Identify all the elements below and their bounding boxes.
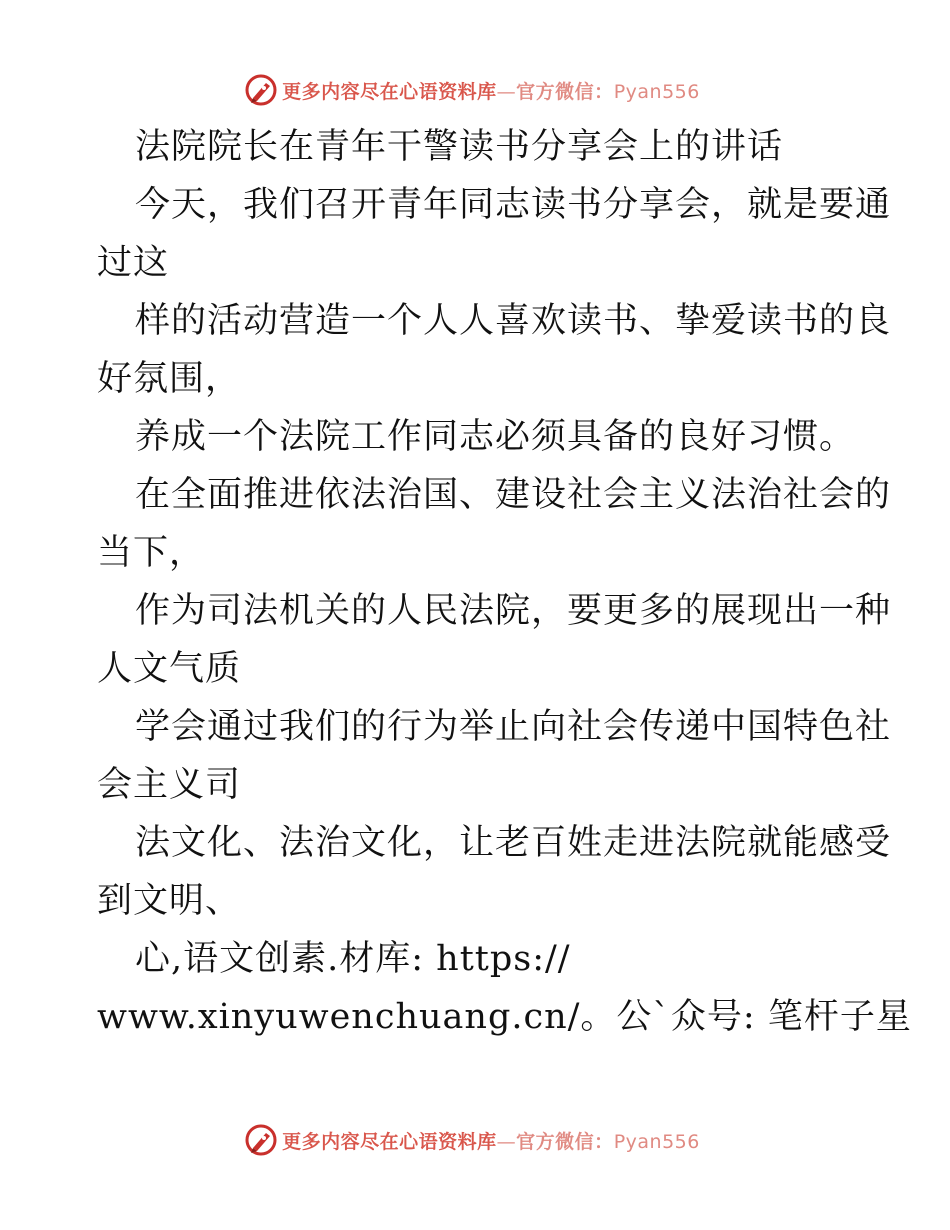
footer-banner-content	[244, 1123, 700, 1157]
paragraph-line: 在全面推进依法治国、建设社会主义法治社会的	[135, 475, 892, 515]
paragraph-line: 法文化、法治文化，让老百姓走进法院就能感受	[135, 823, 892, 863]
footer-banner-text	[282, 1127, 700, 1154]
paragraph-line: 当下，	[97, 533, 206, 573]
paragraph-line: 养成一个法院工作同志必须具备的良好习惯。	[135, 417, 856, 457]
paragraph-line: 过这	[97, 243, 170, 283]
paragraph-line: 学会通过我们的行为举止向社会传递中国特色社	[135, 707, 892, 747]
header-banner-content	[244, 73, 700, 107]
footer-banner-wechat-id: Pyan556	[613, 1130, 700, 1153]
paragraph-line: 人文气质	[97, 649, 242, 689]
paragraph-line: 会主义司	[97, 765, 242, 805]
header-banner-title: 更多内容尽在心语资料库	[282, 80, 497, 103]
footer-banner	[0, 1120, 950, 1160]
document-body	[97, 118, 912, 1046]
header-banner-separator: —	[496, 80, 517, 103]
footer-banner-title: 更多内容尽在心语资料库	[282, 1130, 497, 1153]
header-banner-wechat-id: Pyan556	[613, 80, 700, 103]
paragraph-line: 样的活动营造一个人人喜欢读书、挚爱读书的良	[135, 301, 892, 341]
source-line: 心,语文创素.材库: https://	[135, 939, 571, 979]
paragraph-line: 今天，我们召开青年同志读书分享会，就是要通	[135, 185, 892, 225]
source-url-line: www.xinyuwenchuang.cn/。公`众号: 笔杆子星	[97, 997, 912, 1037]
paragraph-line: 作为司法机关的人民法院，要更多的展现出一种	[135, 591, 892, 631]
header-banner-text	[282, 77, 700, 104]
paragraph-line: 好氛围，	[97, 359, 242, 399]
pen-logo-icon	[244, 1123, 278, 1157]
footer-banner-separator: —	[496, 1130, 517, 1153]
pen-logo-icon	[244, 73, 278, 107]
footer-banner-wechat-label: 官方微信：	[516, 1130, 614, 1153]
header-banner	[0, 70, 950, 110]
header-banner-wechat-label: 官方微信：	[516, 80, 614, 103]
paragraph-line: 到文明、	[97, 881, 242, 921]
document-title: 法院院长在青年干警读书分享会上的讲话	[135, 127, 784, 167]
